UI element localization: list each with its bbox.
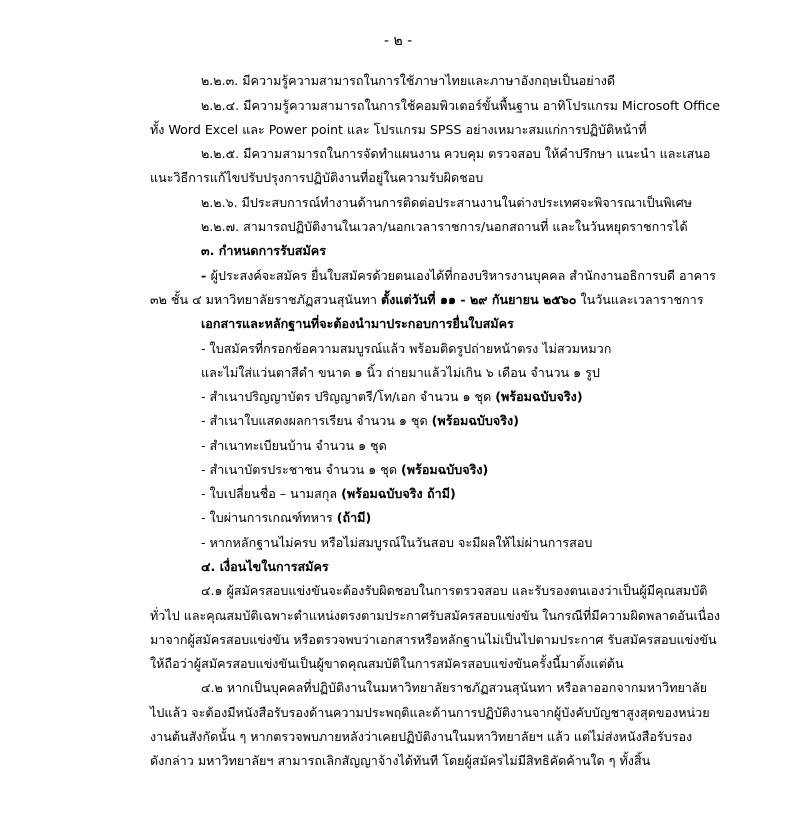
line-2-2-4-cont bbox=[150, 122, 647, 138]
line-2-2-5 bbox=[201, 146, 710, 162]
text: ๒.๒.๖. มีประสบการณ์ทำงานด้านการติดต่อประสานงานในต่างประเทศจะพิจารณาเป็นพิเศษ bbox=[201, 195, 693, 210]
text: ๒.๒.๓. มีความรู้ความสามารถในการใช้ภาษาไทยและภาษาอังกฤษเป็นอย่างดี bbox=[201, 73, 616, 88]
line-4-2-cont-2 bbox=[150, 729, 692, 745]
bold-text: (พร้อมฉบับจริง) bbox=[431, 413, 519, 428]
bold-text: (พร้อมฉบับจริง) bbox=[401, 462, 489, 477]
text: - ใบผ่านการเกณฑ์ทหาร bbox=[201, 510, 337, 525]
text: - สำเนาปริญญาบัตร ปริญญาตรี/โท/เอก จำนวน ๑ ชุด bbox=[201, 389, 496, 404]
text: ๒.๒.๕. มีความสามารถในการจัดทำแผนงาน ควบคุม ตรวจสอบ ให้คำปรึกษา แนะนำ และเสนอ bbox=[201, 146, 711, 161]
doc-item-name-change bbox=[201, 486, 456, 502]
line-4-1-cont-1 bbox=[150, 608, 720, 624]
text: ๓๒ ชั้น ๔ มหาวิทยาลัยราชภัฏสวนสุนันทา bbox=[150, 292, 381, 307]
page-number: - ๒ - bbox=[384, 33, 413, 49]
bold-text: (พร้อมฉบับจริง) bbox=[495, 389, 583, 404]
text: - ใบเปลี่ยนชื่อ – นามสกุล bbox=[201, 486, 342, 501]
line-4-2-cont-3 bbox=[150, 753, 650, 769]
line-4-2 bbox=[201, 680, 707, 696]
text: มาจากผู้สมัครสอบแข่งขัน หรือตรวจพบว่าเอกสารหรือหลักฐานไม่เป็นไปตามประกาศ รับสมัครสอบแข่งขัน bbox=[150, 632, 717, 647]
bold-text: ๔. เงื่อนไขในการสมัคร bbox=[201, 559, 329, 574]
text: ๔.๒ หากเป็นบุคคลที่ปฏิบัติงานในมหาวิทยาลัยราชภัฏสวนสุนันทา หรือลาออกจากมหาวิทยาลัย bbox=[201, 680, 708, 695]
text: - สำเนาใบแสดงผลการเรียน จำนวน ๑ ชุด bbox=[201, 413, 432, 428]
line-4-1-cont-2 bbox=[150, 632, 717, 648]
text: - ใบสมัครที่กรอกข้อความสมบูรณ์แล้ว พร้อมติดรูปถ่ายหน้าตรง ไม่สวมหมวก bbox=[201, 341, 612, 356]
bold-text: (ถ้ามี) bbox=[336, 510, 372, 525]
text: ๒.๒.๔. มีความรู้ความสามารถในการใช้คอมพิวเตอร์ขั้นพื้นฐาน อาทิโปรแกรม Microsoft Office bbox=[201, 98, 720, 113]
line-2-2-7 bbox=[201, 219, 688, 235]
heading-section-4 bbox=[201, 559, 329, 575]
bold-text: ๓. กำหนดการรับสมัคร bbox=[201, 243, 326, 258]
line-4-1-cont-3 bbox=[150, 656, 624, 672]
line-2-2-6 bbox=[201, 195, 692, 211]
text: ๔.๑ ผู้สมัครสอบแข่งขันจะต้องรับผิดชอบในการตรวจสอบ และรับรองตนเองว่าเป็นผู้มีคุณสมบัติ bbox=[201, 583, 708, 598]
bold-text: - bbox=[201, 268, 211, 283]
heading-section-3 bbox=[201, 243, 326, 259]
doc-item-house-reg bbox=[201, 438, 387, 454]
text: - สำเนาบัตรประชาชน จำนวน ๑ ชุด bbox=[201, 462, 401, 477]
doc-item-military bbox=[201, 510, 371, 526]
text: งานต้นสังกัดนั้น ๆ หากตรวจพบภายหลังว่าเคยปฏิบัติงานในมหาวิทยาลัยฯ แล้ว แต่ไม่ส่งหนังสือรับรอง bbox=[150, 729, 693, 744]
text: และไม่ใส่แว่นตาสีดำ ขนาด ๑ นิ้ว ถ่ายมาแล้วไม่เกิน ๖ เดือน จำนวน ๑ รูป bbox=[201, 365, 600, 380]
bold-text: ตั้งแต่วันที่ ๑๑ - ๒๙ กันยายน ๒๕๖๐ bbox=[381, 292, 577, 307]
text: แนะวิธีการแก้ไขปรับปรุงการปฏิบัติงานที่อยู่ในความรับผิดชอบ bbox=[150, 170, 484, 185]
text: ไปแล้ว จะต้องมีหนังสือรับรองด้านความประพฤติและด้านการปฏิบัติงานจากผู้บังคับบัญชาสูงสุดของหน่วย bbox=[150, 705, 710, 720]
line-2-2-5-cont bbox=[150, 170, 483, 186]
text: - หากหลักฐานไม่ครบ หรือไม่สมบูรณ์ในวันสอบ จะมีผลให้ไม่ผ่านการสอบ bbox=[201, 535, 593, 550]
text: - สำเนาทะเบียนบ้าน จำนวน ๑ ชุด bbox=[201, 438, 387, 453]
line-2-2-4 bbox=[201, 98, 720, 114]
heading-documents bbox=[201, 316, 514, 332]
text: ผู้ประสงค์จะสมัคร ยื่นใบสมัครด้วยตนเองได้ที่กองบริหารงานบุคคล สำนักงานอธิการบดี อาคาร bbox=[210, 268, 716, 283]
line-4-2-cont-1 bbox=[150, 705, 710, 721]
text: ทั่วไป และคุณสมบัติเฉพาะตำแหน่งตรงตามประกาศรับสมัครสอบแข่งขัน ในกรณีที่มีความผิดพลาดอันเนื่อง bbox=[150, 608, 721, 623]
line-3-applicants bbox=[201, 268, 716, 284]
doc-item-application-cont bbox=[201, 365, 600, 381]
text: ในวันและเวลาราชการ bbox=[576, 292, 704, 307]
bold-text: (พร้อมฉบับจริง ถ้ามี) bbox=[341, 486, 456, 501]
bold-text: เอกสารและหลักฐานที่จะต้องนำมาประกอบการยื่นใบสมัคร bbox=[201, 316, 514, 331]
doc-item-transcript bbox=[201, 413, 519, 429]
line-3-dates bbox=[150, 292, 704, 308]
text: ทั้ง Word Excel และ Power point และ โปรแกรม SPSS อย่างเหมาะสมแก่การปฏิบัติหน้าที่ bbox=[150, 122, 647, 137]
doc-item-degree bbox=[201, 389, 583, 405]
line-4-1 bbox=[201, 583, 707, 599]
text: ให้ถือว่าผู้สมัครสอบแข่งขันเป็นผู้ขาดคุณสมบัติในการสมัครสอบแข่งขันครั้งนี้มาตั้งแต่ต้น bbox=[150, 656, 624, 671]
doc-item-id-card bbox=[201, 462, 488, 478]
text: ดังกล่าว มหาวิทยาลัยฯ สามารถเลิกสัญญาจ้างได้ทันที โดยผู้สมัครไม่มีสิทธิคัดค้านใด ๆ ทั้งสิ้น bbox=[150, 753, 651, 768]
doc-item-incomplete bbox=[201, 535, 592, 551]
doc-item-application bbox=[201, 341, 611, 357]
text: ๒.๒.๗. สามารถปฏิบัติงานในเวลา/นอกเวลาราชการ/นอกสถานที่ และในวันหยุดราชการได้ bbox=[201, 219, 688, 234]
line-2-2-3 bbox=[201, 73, 615, 89]
